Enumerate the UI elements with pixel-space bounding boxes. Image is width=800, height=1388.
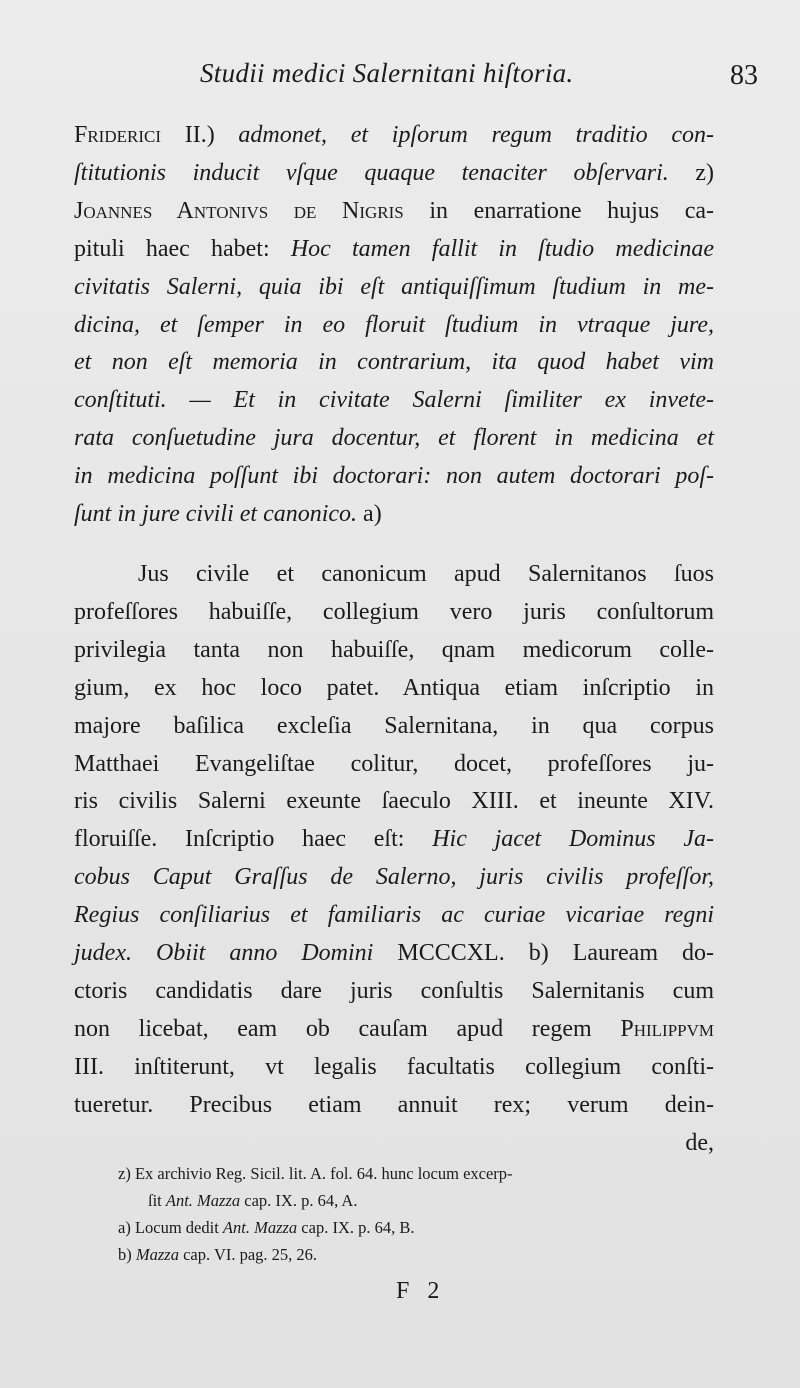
text-run: in medicina poſſunt ibi doctorari: non autem doctorari poſ- [74,463,714,490]
text-run: Friderici [74,122,162,148]
text-run: judex. Obiit anno Domini [74,940,374,967]
text-line [74,344,714,382]
text-run: Hoc tamen fallit in ſtudio medicinae [290,235,714,262]
text-run: Ant. Mazza [165,1191,241,1210]
text-run: Regius conſiliarius et familiaris ac curiae vicariae regni [74,902,714,929]
text-line [74,231,714,269]
text-run: conſtituti. — Et in civitate Salerni ſimiliter ex invete- [74,387,714,414]
text-run: Hic jacet Dominus Ja- [432,826,715,853]
footnote-line [118,1241,718,1268]
text-run: Mazza [135,1245,179,1264]
paragraph-1 [74,117,714,534]
text-run: Matthaei Evangeliſtae colitur, docet, profeſſores ju- [74,750,714,777]
text-line [74,117,714,155]
signature-mark: F 2 [396,1278,446,1304]
text-run: gium, ex hoc loco patet. Antiqua etiam inſcriptio in [74,674,714,701]
text-line [74,307,714,345]
text-line [74,496,714,534]
text-run: privilegia tanta non habuiſſe, qnam medicorum colle- [74,636,714,663]
running-title: Studii medici Salernitani hiſtoria. [200,58,574,88]
text-run: z) Ex archivio Reg. Sicil. lit. A. fol. 64. hunc locum excerp- [118,1164,513,1183]
text-line [74,1087,714,1125]
text-run: civitatis Salerni, quia ibi eſt antiquiſſimum ſtudium in me- [74,273,714,300]
footnote-line [118,1160,718,1187]
text-line [74,708,714,746]
text-run: cobus Caput Graſſus de Salerno, juris civilis profeſſor, [74,864,714,891]
text-run: floruiſſe. Inſcriptio haec eſt: [74,826,433,853]
text-line [74,458,714,496]
text-run: ctoris candidatis dare juris conſultis Salernitanis cum [74,977,714,1004]
text-line [74,746,714,784]
text-run: a) [357,501,382,528]
page-number: 83 [730,60,758,91]
footnote-line [118,1187,718,1214]
text-run: Philippvm [620,1015,714,1042]
text-line [74,935,714,973]
text-line [74,1125,714,1163]
text-run: majore baſilica excleſia Salernitana, in qua corpus [74,712,714,739]
text-line [74,632,714,670]
paragraph-2 [74,556,714,1163]
text-line [74,897,714,935]
text-run: a) Locum dedit [118,1218,223,1237]
text-run: cap. IX. p. 64, B. [297,1218,415,1237]
text-run: Ant. Mazza [222,1218,298,1237]
text-run: tueretur. Precibus etiam annuit rex; verum dein- [74,1091,714,1118]
text-run: ſtitutionis inducit vſque quaque tenaciter obſervari. [74,159,669,186]
text-line [74,556,714,594]
text-run: dicina, et ſemper in eo floruit ſtudium in vtraque jure, [74,311,714,338]
text-line [74,1049,714,1087]
text-line [74,155,714,193]
text-run: II.) [161,122,239,148]
text-line [74,1011,714,1049]
text-line [74,973,714,1011]
text-line [74,783,714,821]
text-run: rata conſuetudine jura docentur, et florent in medicina et [74,425,714,452]
text-line [74,420,714,458]
text-run: cap. VI. pag. 25, 26. [178,1245,318,1264]
text-run: MCCCXL. b) Lauream do- [373,940,714,967]
text-run: cap. IX. p. 64, A. [240,1191,358,1210]
text-line [74,859,714,897]
text-run: in enarratione hujus ca- [403,197,715,224]
text-line [74,193,714,231]
text-run: ris civilis Salerni exeunte ſaeculo XIII. et ineunte XIV. [74,788,714,815]
text-line [74,821,714,859]
text-run: Joannes Antonivs de Nigris [74,197,404,224]
footnote-line [118,1214,718,1241]
text-run: Jus civile et canonicum apud Salernitanos ſuos [138,561,714,587]
text-run: z) [668,159,714,186]
text-line [74,382,714,420]
text-run: admonet, et ipſorum regum traditio con- [238,122,714,148]
text-run: b) [118,1245,136,1264]
text-run: de, [685,1129,714,1156]
text-line [74,594,714,632]
text-run: pituli haec habet: [74,235,291,262]
text-line [74,670,714,708]
text-line [74,269,714,307]
text-run: profeſſores habuiſſe, collegium vero juris conſultorum [74,598,714,625]
text-run: ſunt in jure civili et canonico. [74,501,358,528]
text-run: non licebat, eam ob cauſam apud regem [74,1015,621,1042]
text-run: III. inſtiterunt, vt legalis facultatis collegium conſti- [74,1053,714,1080]
footnotes [118,1160,718,1268]
text-run: ſit [148,1191,166,1210]
page-header [0,58,800,98]
text-run: et non eſt memoria in contrarium, ita quod habet vim [74,349,714,376]
